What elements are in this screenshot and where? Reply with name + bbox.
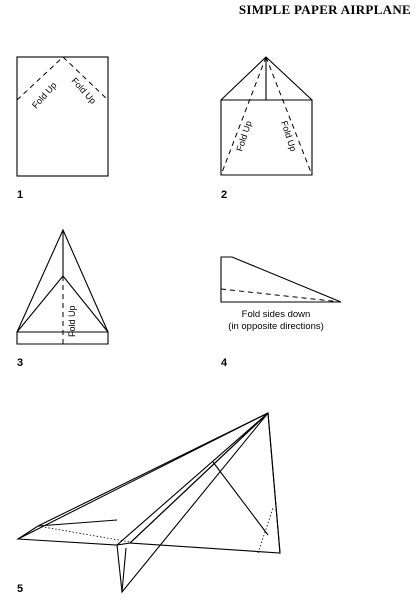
step-1-fold-label-left: Fold Up	[30, 80, 59, 111]
step-2-fold-line-left	[221, 57, 266, 175]
airplane-right-wing-fold	[268, 413, 280, 553]
page-title: SIMPLE PAPER AIRPLANE	[238, 2, 411, 17]
step-1-fold-label-right: Fold Up	[69, 75, 99, 106]
step-1-paper	[17, 57, 108, 176]
step-3-number: 3	[17, 357, 24, 369]
step-2-figure	[221, 57, 312, 175]
step-4-figure	[221, 257, 341, 332]
step-4-fold-line	[221, 289, 341, 302]
step-1-number: 1	[17, 189, 24, 201]
step-4-caption-line2: (in opposite directions)	[228, 321, 324, 332]
step-2-fold-line-right	[266, 57, 312, 175]
step-1-figure	[17, 57, 108, 176]
step-4-caption-line1: Fold sides down	[241, 309, 311, 320]
step-5-number: 5	[17, 583, 24, 595]
step-3-figure	[17, 230, 108, 344]
step-3-fold-label: Fold Up	[67, 305, 77, 337]
step-4-number: 4	[221, 357, 228, 369]
airplane-keel-crease	[122, 548, 126, 592]
step-2-fold-label-left: Fold Up	[234, 119, 254, 153]
airplane-right-wing	[130, 413, 280, 553]
airplane-keel	[117, 413, 268, 592]
step-2-number: 2	[221, 189, 228, 201]
step-5-airplane	[18, 413, 280, 592]
airplane-hidden-line-left	[38, 526, 130, 542]
step-2-fold-label-right: Fold Up	[279, 119, 299, 153]
step-4-paper	[221, 257, 341, 302]
airplane-right-wing-crease	[213, 462, 268, 535]
airplane-hidden-line-right	[258, 508, 273, 553]
